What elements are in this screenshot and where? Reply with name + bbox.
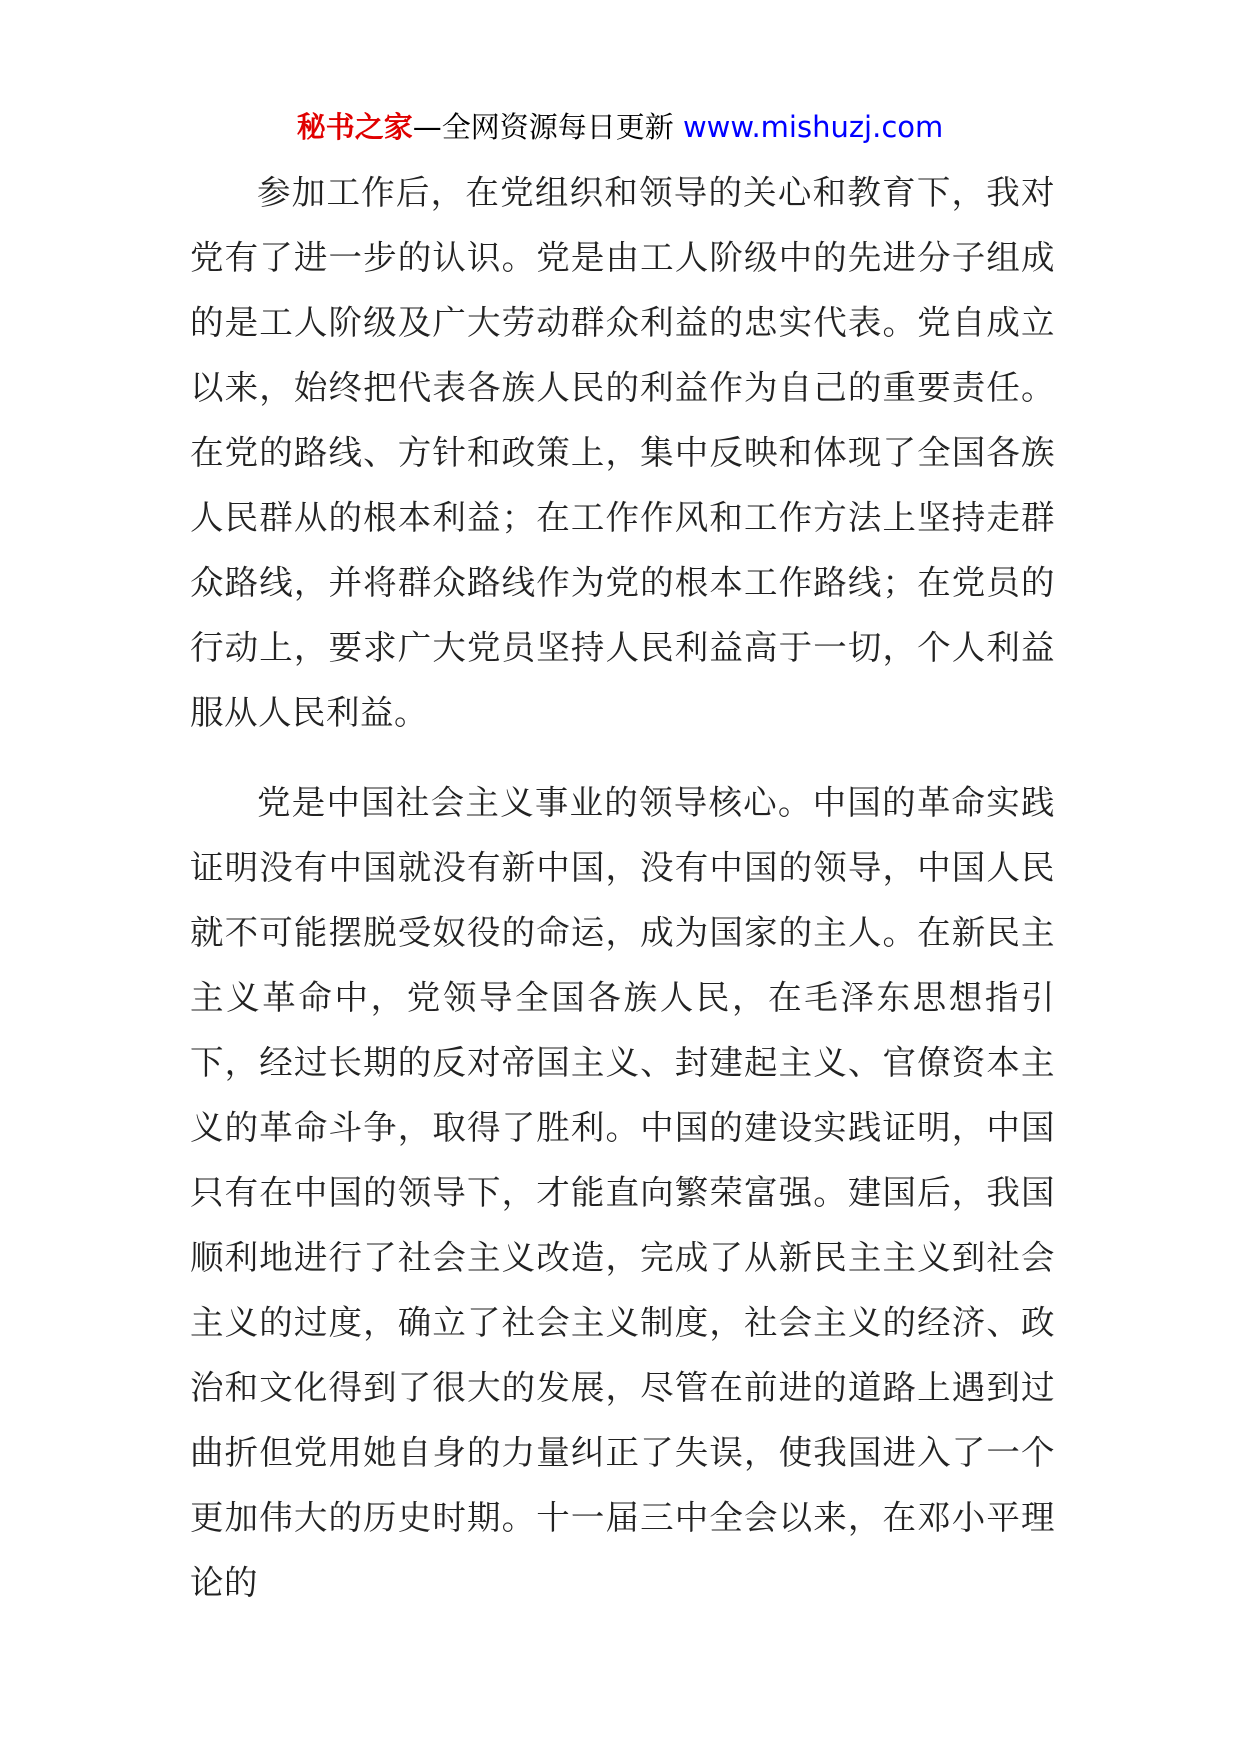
document-body xyxy=(190,160,1055,1640)
site-header xyxy=(0,102,1240,152)
paragraph-1: 参加工作后，在党组织和领导的关心和教育下，我对党有了进一步的认识。党是由工人阶级中的先进分子组成的是工人阶级及广大劳动群众利益的忠实代表。党自成立以来，始终把代表各族人民的利益作为自己的重要责任。在党的路线、方针和政策上，集中反映和体现了全国各族人民群从的根本利益；在工作作风和工作方法上坚持走群众路线，并将群众路线作为党的根本工作路线；在党员的行动上，要求广大党员坚持人民利益高于一切，个人利益服从人民利益。 xyxy=(190,173,1055,732)
site-url-link[interactable]: www.mishuzj.com xyxy=(682,110,944,144)
site-brand: 秘书之家 xyxy=(296,110,413,144)
paragraph-2: 党是中国社会主义事业的领导核心。中国的革命实践证明没有中国就没有新中国，没有中国的领导，中国人民就不可能摆脱受奴役的命运，成为国家的主人。在新民主主义革命中，党领导全国各族人民，在毛泽东思想指引下，经过长期的反对帝国主义、封建起主义、官僚资本主义的革命斗争，取得了胜利。中国的建设实践证明，中国只有在中国的领导下，才能直向繁荣富强。建国后，我国顺利地进行了社会主义改造，完成了从新民主主义到社会主义的过度，确立了社会主义制度，社会主义的经济、政治和文化得到了很大的发展，尽管在前进的道路上遇到过曲折但党用她自身的力量纠正了失误，使我国进入了一个更加伟大的历史时期。十一届三中全会以来，在邓小平理论的 xyxy=(190,783,1055,1602)
header-dash: — xyxy=(412,110,442,144)
header-tagline: 全网资源每日更新 xyxy=(441,110,683,144)
